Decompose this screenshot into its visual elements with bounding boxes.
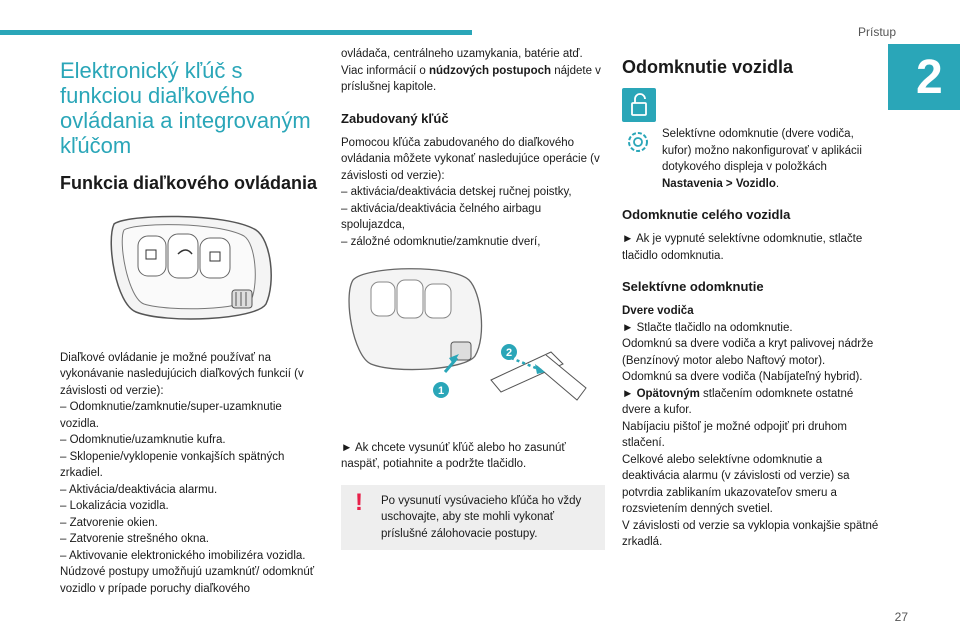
continued-text: ovládača, centrálneho uzamykania, batérie atď. Viac informácií o núdzových postupoch nájdete v príslušnej kapitole. [341,48,601,93]
list-item: – aktivácia/deaktivácia čelného airbagu spolujazdca, [341,202,542,231]
driver-door-label: Dvere vodiča [622,305,694,317]
callout-1: 1 [437,385,445,397]
key-extraction-illustration [341,260,605,410]
driver-unlock-hybrid: Odomknú sa dvere vodiča (Nabíjateľný hybrid). [622,371,863,383]
heading-remote-function: Funkcia diaľkového ovládania [60,173,318,193]
list-item: – Odomknutie/zamknutie/super-uzamknutie vozidla. [60,401,282,430]
heading-integrated-key: Zabudovaný kľúč [341,110,449,126]
extract-instruction: ► Ak chcete vysunúť kľúč alebo ho zasunúť naspäť, potiahnite a podržte tlačidlo. [341,441,566,470]
list-item: – Zatvorenie strešného okna. [60,533,209,545]
list-item: – Sklopenie/vyklopenie vonkajších spätných zrkadiel. [60,450,285,479]
heading-unlock-whole: Odomknutie celého vozidla [622,207,791,222]
unlock-whole-text: ► Ak je vypnuté selektívne odomknutie, stlačte tlačidlo odomknutia. [622,233,863,262]
list-item: – Aktivácia/deaktivácia alarmu. [60,483,218,496]
heading-unlock-vehicle: Odomknutie vozidla [622,57,794,77]
page-number: 27 [894,610,908,624]
section-title: Prístup [857,25,896,39]
integrated-key-intro: Pomocou kľúča zabudovaného do diaľkového ovládania môžete vykonať nasledujúce operácie (v závislosti od verzie): [341,136,600,182]
settings-note: Selektívne odomknutie (dvere vodiča, kufor) možno nakonfigurovať v aplikácii dotykového displeja v položkách Nastavenia > Vozidlo. [622,126,882,192]
remote-intro: Diaľkové ovládanie je možné používať na vykonávanie nasledujúcich diaľkových funkcií (v závislosti od verzie): [60,351,304,397]
heading-selective-unlock: Selektívne odomknutie [622,279,764,294]
second-press: ► Opätovným stlačením odomknete ostatné dvere a kufor. [622,387,854,416]
warning-icon: ! [355,488,363,516]
warning-text: Po vysunutí vysúvacieho kľúča ho vždy uschovajte, aby ste mohli vykonať príslušné zálohovacie postupy. [381,494,582,540]
page-title: Elektronický kľúč s funkciou diaľkového ovládania a integrovaným kľúčom [60,58,311,158]
list-item: – záložné odomknutie/zamknutie dverí, [341,235,541,248]
unlock-icon [622,88,656,122]
column-1 [60,52,322,597]
header-accent-bar [0,30,472,35]
charging-gun-note: Nabíjaciu pištoľ je možné odpojiť pri druhom stlačení. [622,420,848,449]
step-press: ► Stlačte tlačidlo na odomknutie. [622,321,793,334]
list-item: – Lokalizácia vozidla. [60,500,169,512]
driver-unlock-petrol: Odomknú sa dvere vodiča a kryt palivovej nádrže (Benzínový motor alebo Naftový motor). [622,338,874,367]
callout-2: 2 [505,347,513,359]
list-item: – aktivácia/deaktivácia detskej ručnej poistky, [341,186,572,198]
mirror-note: V závislosti od verzie sa vyklopia vonkajšie spätné zrkadlá. [622,519,879,548]
column-2 [341,46,605,550]
warning-box [341,485,605,551]
list-item: – Odomknutie/uzamknutie kufra. [60,434,226,446]
emergency-note: Núdzové postupy umožňujú uzamknúť/ odomknúť vozidlo v prípade poruchy diaľkového [60,566,315,595]
list-item: – Zatvorenie okien. [60,516,158,529]
gear-icon [622,126,656,158]
column-3 [622,56,882,551]
list-item: – Aktivovanie elektronického imobilizéra vozidla. [60,549,306,562]
remote-key-illustration [60,212,322,322]
chapter-badge: 2 [888,44,960,110]
confirmation-note: Celkové alebo selektívne odomknutie a deaktivácia alarmu (v závislosti od verzie) sa potvrdia zablikaním ukazovateľov smeru a rozsvietením denných svetiel. [622,453,850,515]
